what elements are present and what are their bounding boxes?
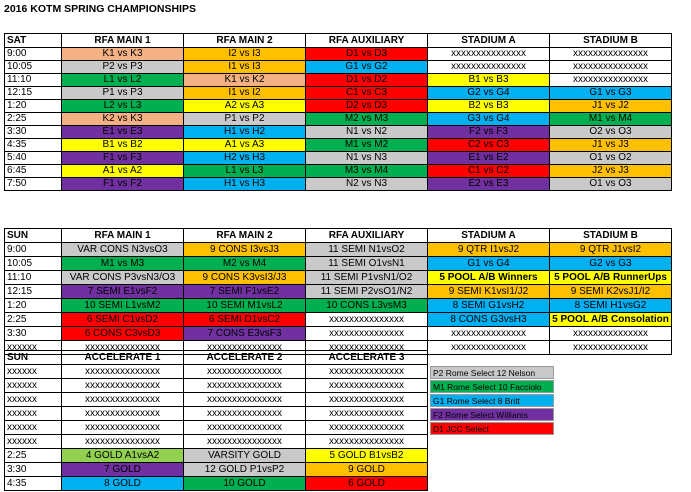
empty-slot: xxxxxxxxxxxxxxx xyxy=(62,435,184,449)
game-cell: H1 vs H2 xyxy=(184,126,306,139)
game-cell: G2 vs G3 xyxy=(550,257,672,271)
game-cell: M2 vs M4 xyxy=(184,257,306,271)
venue-header: STADIUM B xyxy=(550,229,672,243)
empty-slot: xxxxxxxxxxxxxxx xyxy=(306,435,428,449)
schedule-row xyxy=(5,74,672,87)
game-cell: C1 vs C3 xyxy=(306,87,428,100)
game-cell: M1 vs M3 xyxy=(62,257,184,271)
empty-slot: xxxxxxxxxxxxxxx xyxy=(306,313,428,327)
game-cell: 7 SEMI E1vsF2 xyxy=(62,285,184,299)
empty-slot: xxxxxxxxxxxxxxx xyxy=(428,48,550,61)
game-cell: 11 SEMI P1vsN1/O2 xyxy=(306,271,428,285)
saturday-schedule-table xyxy=(4,33,672,191)
game-cell: 9 SEMI K2vsJ1/I2 xyxy=(550,285,672,299)
empty-slot: xxxxxxxxxxxxxxx xyxy=(306,327,428,341)
game-cell: C1 vs C2 xyxy=(428,165,550,178)
empty-slot: xxxxxxxxxxxxxxx xyxy=(62,421,184,435)
time-slot: 1:20 xyxy=(5,100,62,113)
game-cell: N1 vs N2 xyxy=(306,126,428,139)
empty-slot: xxxxxxxxxxxxxxx xyxy=(306,341,428,355)
game-cell: 10 CONS L3vsM3 xyxy=(306,299,428,313)
time-slot: 12:15 xyxy=(5,87,62,100)
schedule-row xyxy=(5,100,672,113)
schedule-row xyxy=(5,126,672,139)
empty-slot: xxxxxxxxxxxxxxx xyxy=(428,61,550,74)
empty-slot: xxxxxxxxxxxxxxx xyxy=(550,61,672,74)
game-cell: F1 vs F2 xyxy=(62,178,184,191)
game-cell: P1 vs P2 xyxy=(184,113,306,126)
game-cell: 7 SEMI F1vsE2 xyxy=(184,285,306,299)
schedule-row xyxy=(5,477,672,491)
legend-entry: P2 Rome Select 12 Nelson xyxy=(430,366,554,379)
empty-slot: xxxxxxxxxxxxxxx xyxy=(62,341,184,355)
legend-entry: G1 Rome Select 8 Britt xyxy=(430,394,554,407)
venue-header: RFA AUXILIARY xyxy=(306,229,428,243)
time-slot: 2:25 xyxy=(5,313,62,327)
time-slot: 4:35 xyxy=(5,139,62,152)
time-slot: xxxxxx xyxy=(5,393,62,407)
game-cell: 6 SEMI D1vsC2 xyxy=(184,313,306,327)
venue-header: STADIUM B xyxy=(550,34,672,48)
game-cell: 9 CONS I3vsJ3 xyxy=(184,243,306,257)
schedule-row xyxy=(5,152,672,165)
time-slot: xxxxxx xyxy=(5,407,62,421)
game-cell: 11 SEMI N1vsO2 xyxy=(306,243,428,257)
header-row xyxy=(5,229,672,243)
game-cell: G3 vs G4 xyxy=(428,113,550,126)
venue-header: RFA MAIN 1 xyxy=(62,229,184,243)
empty-slot: xxxxxxxxxxxxxxx xyxy=(184,379,306,393)
game-cell: M3 vs M4 xyxy=(306,165,428,178)
time-slot: 9:00 xyxy=(5,243,62,257)
game-cell: 9 QTR J1vsI2 xyxy=(550,243,672,257)
game-cell: 4 GOLD A1vsA2 xyxy=(62,449,184,463)
venue-header: ACCELERATE 1 xyxy=(62,351,184,365)
game-cell: L1 vs L2 xyxy=(62,74,184,87)
empty-slot: xxxxxxxxxxxxxxx xyxy=(184,393,306,407)
game-cell: A2 vs A3 xyxy=(184,100,306,113)
time-slot: 2:25 xyxy=(5,449,62,463)
legend-area xyxy=(428,463,672,477)
empty-slot: xxxxxxxxxxxxxxx xyxy=(306,365,428,379)
venue-header: ACCELERATE 3 xyxy=(306,351,428,365)
game-cell: 9 QTR I1vsJ2 xyxy=(428,243,550,257)
schedule-row xyxy=(5,313,672,327)
document-title: 2016 KOTM SPRING CHAMPIONSHIPS xyxy=(4,3,196,15)
game-cell: E1 vs E3 xyxy=(62,126,184,139)
day-label: SUN xyxy=(5,351,62,365)
game-cell: M1 vs M2 xyxy=(306,139,428,152)
game-cell: 7 CONS E3vsF3 xyxy=(184,327,306,341)
game-cell: VARSITY GOLD xyxy=(184,449,306,463)
empty-slot: xxxxxxxxxxxxxxx xyxy=(428,327,550,341)
legend-entry: D1 JCC Select xyxy=(430,422,554,435)
game-cell: 5 POOL A/B RunnerUps xyxy=(550,271,672,285)
schedule-row xyxy=(5,113,672,126)
time-slot: 10:05 xyxy=(5,61,62,74)
schedule-row xyxy=(5,463,672,477)
game-cell: L2 vs L3 xyxy=(62,100,184,113)
empty-slot: xxxxxxxxxxxxxxx xyxy=(184,341,306,355)
game-cell: H2 vs H3 xyxy=(184,152,306,165)
game-cell: G1 vs G3 xyxy=(550,87,672,100)
game-cell: F2 vs F3 xyxy=(428,126,550,139)
game-cell: G2 vs G4 xyxy=(428,87,550,100)
accelerate-schedule-table xyxy=(4,350,672,491)
game-cell: G1 vs G4 xyxy=(428,257,550,271)
game-cell: 6 SEMI C1vsD2 xyxy=(62,313,184,327)
game-cell: 10 SEMI M1vsL2 xyxy=(184,299,306,313)
game-cell: P2 vs P3 xyxy=(62,61,184,74)
schedule-row xyxy=(5,87,672,100)
schedule-row xyxy=(5,61,672,74)
game-cell: 8 SEMI G1vsH2 xyxy=(428,299,550,313)
game-cell: F1 vs F3 xyxy=(62,152,184,165)
game-cell: E2 vs E3 xyxy=(428,178,550,191)
game-cell: 8 GOLD xyxy=(62,477,184,491)
game-cell: J1 vs J2 xyxy=(550,100,672,113)
game-cell: G1 vs G2 xyxy=(306,61,428,74)
game-cell: K1 vs K2 xyxy=(184,74,306,87)
empty-slot: xxxxxxxxxxxxxxx xyxy=(306,379,428,393)
game-cell: 11 SEMI P2vsO1/N2 xyxy=(306,285,428,299)
game-cell: I1 vs I2 xyxy=(184,87,306,100)
game-cell: M1 vs M4 xyxy=(550,113,672,126)
game-cell: A1 vs A2 xyxy=(62,165,184,178)
game-cell: D1 vs D3 xyxy=(306,48,428,61)
game-cell: 6 GOLD xyxy=(306,477,428,491)
time-slot: 7:50 xyxy=(5,178,62,191)
game-cell: N2 vs N3 xyxy=(306,178,428,191)
venue-header: RFA MAIN 1 xyxy=(62,34,184,48)
game-cell: K1 vs K3 xyxy=(62,48,184,61)
empty-slot: xxxxxxxxxxxxxxx xyxy=(306,407,428,421)
time-slot: 9:00 xyxy=(5,48,62,61)
time-slot: 11:10 xyxy=(5,74,62,87)
game-cell: C2 vs C3 xyxy=(428,139,550,152)
empty-slot: xxxxxxxxxxxxxxx xyxy=(550,74,672,87)
schedule-row xyxy=(5,285,672,299)
game-cell: 11 SEMI O1vsN1 xyxy=(306,257,428,271)
empty-slot: xxxxxxxxxxxxxxx xyxy=(306,393,428,407)
game-cell: 9 SEMI K1vsI1/J2 xyxy=(428,285,550,299)
game-cell: 9 GOLD xyxy=(306,463,428,477)
game-cell: O1 vs O3 xyxy=(550,178,672,191)
time-slot: 3:30 xyxy=(5,463,62,477)
venue-header: ACCELERATE 2 xyxy=(184,351,306,365)
game-cell: I1 vs I3 xyxy=(184,61,306,74)
game-cell: H1 vs H3 xyxy=(184,178,306,191)
game-cell: 10 GOLD xyxy=(184,477,306,491)
game-cell: 5 GOLD B1vsB2 xyxy=(306,449,428,463)
time-slot: 10:05 xyxy=(5,257,62,271)
legend-area xyxy=(428,449,672,463)
game-cell: N1 vs N3 xyxy=(306,152,428,165)
game-cell: 6 CONS C3vsD3 xyxy=(62,327,184,341)
time-slot: 2:25 xyxy=(5,113,62,126)
game-cell: 8 CONS G3vsH3 xyxy=(428,313,550,327)
game-cell: 7 GOLD xyxy=(62,463,184,477)
game-cell: A1 vs A3 xyxy=(184,139,306,152)
schedule-row xyxy=(5,365,672,379)
legend-area xyxy=(428,477,672,491)
game-cell: O1 vs O2 xyxy=(550,152,672,165)
game-cell: 5 POOL A/B Winners xyxy=(428,271,550,285)
game-cell: B1 vs B2 xyxy=(62,139,184,152)
time-slot: 11:10 xyxy=(5,271,62,285)
game-cell: B2 vs B3 xyxy=(428,100,550,113)
empty-slot: xxxxxxxxxxxxxxx xyxy=(306,421,428,435)
empty-slot: xxxxxxxxxxxxxxx xyxy=(62,393,184,407)
game-cell: VAR CONS P3vsN3/O3 xyxy=(62,271,184,285)
schedule-row xyxy=(5,165,672,178)
game-cell: 8 SEMI H1vsG2 xyxy=(550,299,672,313)
game-cell: K2 vs K3 xyxy=(62,113,184,126)
game-cell: O2 vs O3 xyxy=(550,126,672,139)
time-slot: 4:35 xyxy=(5,477,62,491)
game-cell: I2 vs I3 xyxy=(184,48,306,61)
game-cell: L1 vs L3 xyxy=(184,165,306,178)
legend-spacer xyxy=(428,351,672,365)
schedule-row xyxy=(5,257,672,271)
header-row xyxy=(5,351,672,365)
empty-slot: xxxxxxxxxxxxxxx xyxy=(184,421,306,435)
empty-slot: xxxxxxxxxxxxxxx xyxy=(184,435,306,449)
schedule-row xyxy=(5,178,672,191)
game-cell: VAR CONS N3vsO3 xyxy=(62,243,184,257)
empty-slot: xxxxxxxxxxxxxxx xyxy=(550,341,672,355)
game-cell: J1 vs J3 xyxy=(550,139,672,152)
schedule-row xyxy=(5,271,672,285)
empty-slot: xxxxxxxxxxxxxxx xyxy=(184,365,306,379)
game-cell: J2 vs J3 xyxy=(550,165,672,178)
time-slot: xxxxxx xyxy=(5,379,62,393)
empty-slot: xxxxxxxxxxxxxxx xyxy=(184,407,306,421)
game-cell: 9 CONS K3vsI3/J3 xyxy=(184,271,306,285)
empty-slot: xxxxxxxxxxxxxxx xyxy=(428,341,550,355)
time-slot: 3:30 xyxy=(5,327,62,341)
legend-entry: M1 Rome Select 10 Facciolo xyxy=(430,380,554,393)
venue-header: STADIUM A xyxy=(428,34,550,48)
time-slot: xxxxxx xyxy=(5,341,62,355)
time-slot: 6:45 xyxy=(5,165,62,178)
game-cell: B1 vs B3 xyxy=(428,74,550,87)
venue-header: RFA MAIN 2 xyxy=(184,34,306,48)
empty-slot: xxxxxxxxxxxxxxx xyxy=(550,327,672,341)
game-cell: 5 POOL A/B Consolation xyxy=(550,313,672,327)
game-cell: 12 GOLD P1vsP2 xyxy=(184,463,306,477)
header-row xyxy=(5,34,672,48)
schedule-row xyxy=(5,48,672,61)
time-slot: 1:20 xyxy=(5,299,62,313)
time-slot: xxxxxx xyxy=(5,435,62,449)
game-cell: M2 vs M3 xyxy=(306,113,428,126)
time-slot: 3:30 xyxy=(5,126,62,139)
time-slot: 5:40 xyxy=(5,152,62,165)
venue-header: STADIUM A xyxy=(428,229,550,243)
schedule-row xyxy=(5,139,672,152)
time-slot: xxxxxx xyxy=(5,421,62,435)
empty-slot: xxxxxxxxxxxxxxx xyxy=(62,379,184,393)
time-slot: xxxxxx xyxy=(5,365,62,379)
empty-slot: xxxxxxxxxxxxxxx xyxy=(550,48,672,61)
schedule-row xyxy=(5,449,672,463)
day-label: SAT xyxy=(5,34,62,48)
schedule-row xyxy=(5,243,672,257)
day-label: SUN xyxy=(5,229,62,243)
venue-header: RFA AUXILIARY xyxy=(306,34,428,48)
legend-entry: F2 Rome Select Williams xyxy=(430,408,554,421)
game-cell: D2 vs D3 xyxy=(306,100,428,113)
empty-slot: xxxxxxxxxxxxxxx xyxy=(62,407,184,421)
game-cell: D1 vs D2 xyxy=(306,74,428,87)
time-slot: 12:15 xyxy=(5,285,62,299)
schedule-row xyxy=(5,299,672,313)
game-cell: P1 vs P3 xyxy=(62,87,184,100)
sunday-schedule-table xyxy=(4,228,672,355)
legend-area xyxy=(428,365,672,449)
game-cell: E1 vs E2 xyxy=(428,152,550,165)
game-cell: 10 SEMI L1vsM2 xyxy=(62,299,184,313)
venue-header: RFA MAIN 2 xyxy=(184,229,306,243)
empty-slot: xxxxxxxxxxxxxxx xyxy=(62,365,184,379)
schedule-row xyxy=(5,327,672,341)
